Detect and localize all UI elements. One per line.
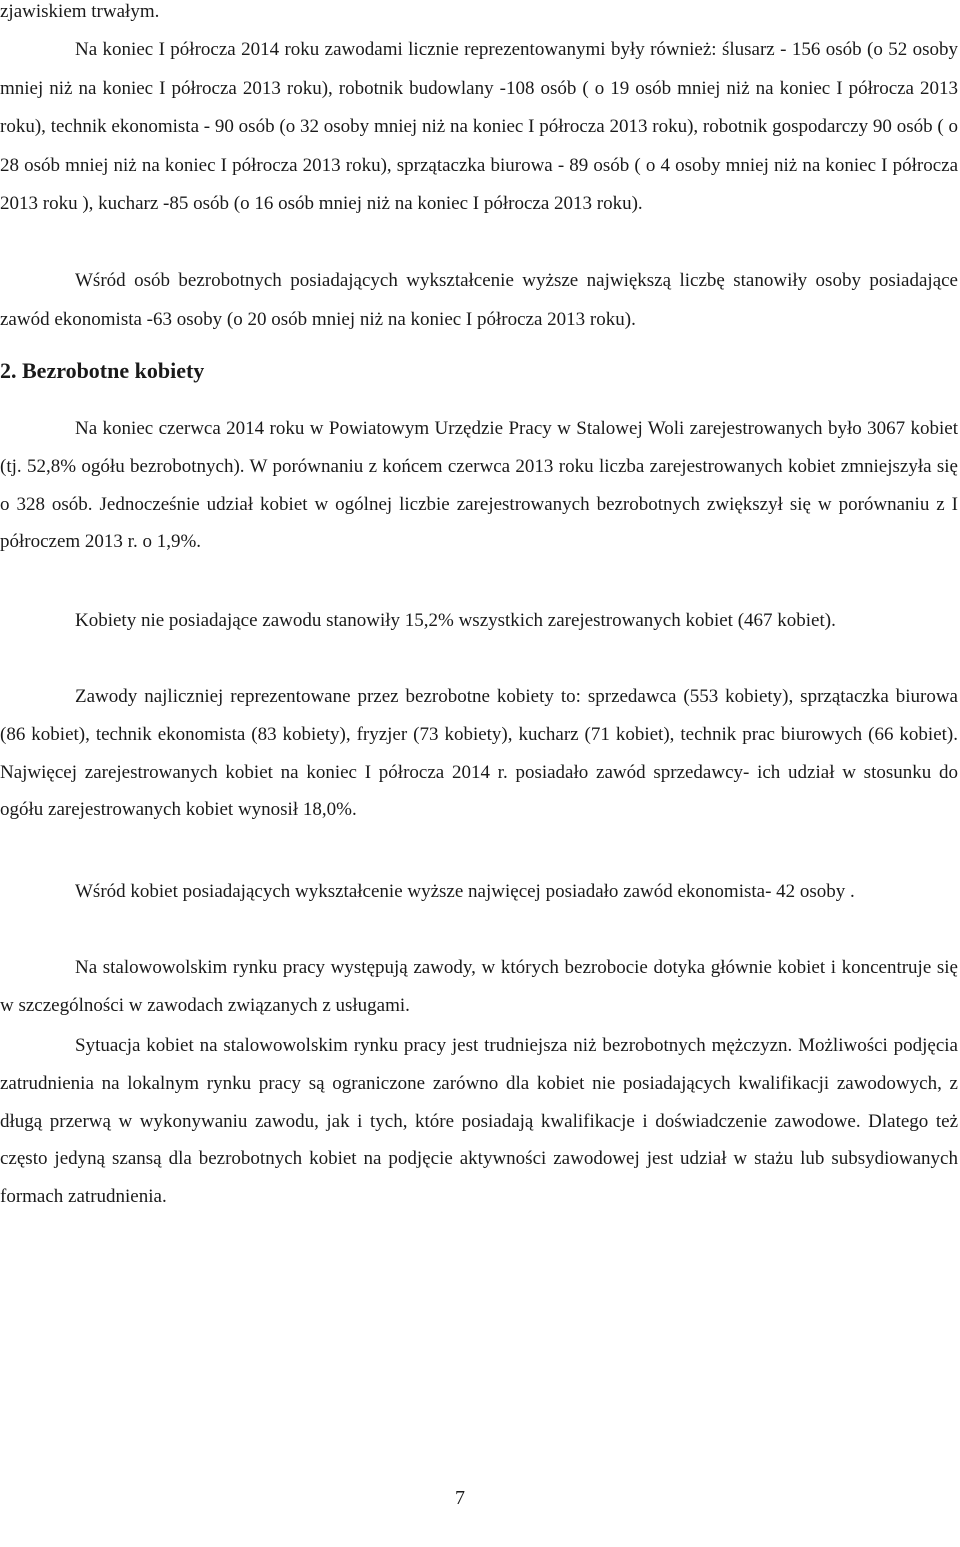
section-heading: 2. Bezrobotne kobiety bbox=[0, 358, 205, 383]
paragraph-women-situation: Sytuacja kobiet na stalowowolskim rynku pracy jest trudniejsza niż bezrobotnych mężczyzn. Możliwości podjęcia zatrudnienia na lokalnym rynku pracy są ograniczone zarówno dla kobiet nie posiadających kwalifikacji zawodowych, z długą przerwą w wykonywaniu zawodu, jak i tych, które posiadają kwalifikacje i doświadczenie zawodowe. Dlatego też często jedyną szansą dla bezrobotnych kobiet na podjęcie aktywności zawodowej jest udział w stażu lub subsydiowanych formach zatrudnienia. bbox=[0, 1035, 958, 1208]
paragraph-higher-education: Wśród osób bezrobotnych posiadających wykształcenie wyższe największą liczbę stanowiły osoby posiadające zawód ekonomista -63 osoby (o 20 osób mniej niż na koniec I półrocza 2013 roku). bbox=[0, 270, 958, 330]
paragraph-labour-market: Na stalowowolskim rynku pracy występują zawody, w których bezrobocie dotyka głównie kobiet i koncentruje się w szczególności w zawodach związanych z usługami. bbox=[0, 957, 958, 1016]
paragraph-women-higher-education: Wśród kobiet posiadających wykształcenie wyższe najwięcej posiadało zawód ekonomista- 42 osoby . bbox=[75, 881, 855, 902]
paragraph-women-without-profession: Kobiety nie posiadające zawodu stanowiły 15,2% wszystkich zarejestrowanych kobiet (467 kobiet). bbox=[75, 610, 836, 631]
paragraph-continuation: zjawiskiem trwałym. bbox=[0, 1, 160, 22]
page-number: 7 bbox=[455, 1487, 465, 1509]
paragraph-registered-women: Na koniec czerwca 2014 roku w Powiatowym Urzędzie Pracy w Stalowej Woli zarejestrowanych było 3067 kobiet (tj. 52,8% ogółu bezrobotnych). W porównaniu z końcem czerwca 2013 roku liczba zarejestrowanych kobiet zmniejszyła się o 328 osób. Jednocześnie udział kobiet w ogólnej liczbie zarejestrowanych bezrobotnych zwiększył się w porównaniu z I półroczem 2013 r. o 1,9%. bbox=[0, 418, 958, 553]
paragraph-occupations-list: Na koniec I półrocza 2014 roku zawodami licznie reprezentowanymi były również: ślusarz - 156 osób (o 52 osoby mniej niż na koniec I półrocza 2013 roku), robotnik budowlany -108 osób ( o 19 osób mniej niż na koniec I półrocza 2013 roku), technik ekonomista - 90 osób (o 32 osoby mniej niż na koniec I półrocza 2013 roku), robotnik gospodarczy 90 osób ( o 28 osób mniej niż na koniec I półrocza 2013 roku), sprzątaczka biurowa - 89 osób ( o 4 osoby mniej niż na koniec I półrocza 2013 roku ), kucharz -85 osób (o 16 osób mniej niż na koniec I półrocza 2013 roku). bbox=[0, 39, 958, 214]
paragraph-women-occupations: Zawody najliczniej reprezentowane przez bezrobotne kobiety to: sprzedawca (553 kobiety), sprzątaczka biurowa (86 kobiet), technik ekonomista (83 kobiety), fryzjer (73 kobiety), kucharz (71 kobiet), technik prac biurowych (66 kobiet). Najwięcej zarejestrowanych kobiet na koniec I półrocza 2014 r. posiadało zawód sprzedawcy- ich udział w stosunku do ogółu zarejestrowanych kobiet wynosił 18,0%. bbox=[0, 686, 958, 821]
